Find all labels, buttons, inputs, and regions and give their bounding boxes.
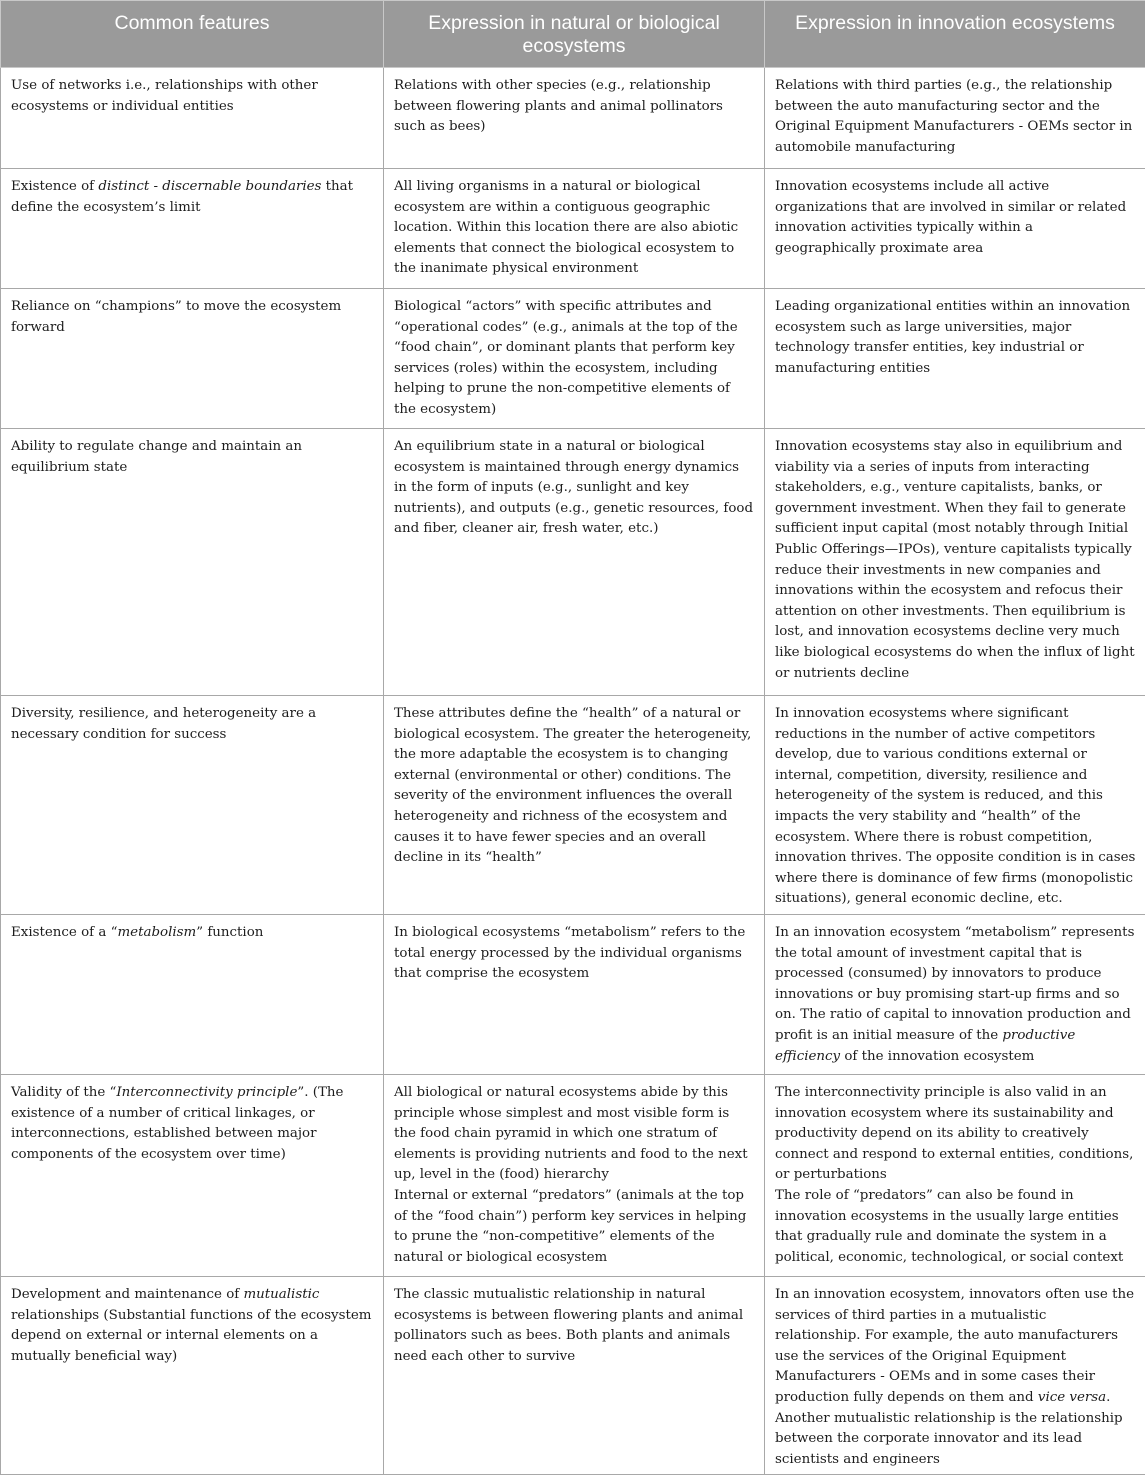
cell-text: . Another mutualistic relationship is the relationship between the corporate innovator and its lead scientists and engineers bbox=[775, 1390, 1123, 1467]
cell-innovation-expression bbox=[765, 68, 1145, 169]
cell-text: In biological ecosystems “metabolism” refers to the total energy processed by the individual organisms that comprise the ecosystem bbox=[394, 925, 745, 981]
cell-text: Existence of bbox=[11, 179, 98, 194]
table-row bbox=[1, 914, 1145, 1074]
cell-text: Innovation ecosystems stay also in equilibrium and viability via a series of inputs from interacting stakeholders, e.g., venture capitalists, banks, or government investment. When they fail to generate sufficient input capital (most notably through Initial Public Offerings—IPOs), venture capitalists typically reduce their investments in new companies and innovations within the ecosystem and refocus their attention on other investments. Then equilibrium is lost, and innovation ecosystems decline very much like biological ecosystems do when the influx of light or nutrients decline bbox=[775, 439, 1135, 681]
cell-natural-expression bbox=[384, 289, 765, 429]
cell-text: Development and maintenance of bbox=[11, 1287, 243, 1302]
header-innovation-ecosystems: Expression in innovation ecosystems bbox=[765, 1, 1145, 68]
header-common-features: Common features bbox=[1, 1, 384, 68]
cell-text: Internal or external “predators” (animals at the top of the “food chain”) perform key services in helping to prune the “non-competitive” elements of the natural or biological ecosystem bbox=[394, 1188, 746, 1265]
cell-text: of the innovation ecosystem bbox=[840, 1049, 1034, 1064]
cell-text: Relations with other species (e.g., relationship between flowering plants and animal pollinators such as bees) bbox=[394, 78, 723, 134]
cell-text: Use of networks i.e., relationships with other ecosystems or individual entities bbox=[11, 78, 318, 114]
table-row bbox=[1, 289, 1145, 429]
cell-innovation-expression bbox=[765, 1276, 1145, 1474]
cell-natural-expression bbox=[384, 696, 765, 915]
italic-text: metabolism bbox=[117, 925, 196, 940]
cell-text: The classic mutualistic relationship in natural ecosystems is between flowering plants and animal pollinators such as bees. Both plants and animals need each other to survive bbox=[394, 1287, 743, 1364]
cell-natural-expression bbox=[384, 1074, 765, 1276]
cell-text: that define the ecosystem’s limit bbox=[11, 179, 353, 215]
header-natural-ecosystems: Expression in natural or biological ecosystems bbox=[384, 1, 765, 68]
cell-text: ”. (The existence of a number of critical linkages, or interconnections, established between major components of the ecosystem over time) bbox=[11, 1085, 343, 1162]
table-row bbox=[1, 1074, 1145, 1276]
cell-innovation-expression bbox=[765, 169, 1145, 289]
cell-text: ” function bbox=[196, 925, 263, 940]
table-row bbox=[1, 696, 1145, 915]
italic-text: productive efficiency bbox=[775, 1028, 1075, 1064]
cell-natural-expression bbox=[384, 169, 765, 289]
cell-text: Ability to regulate change and maintain an equilibrium state bbox=[11, 439, 302, 475]
table-row bbox=[1, 68, 1145, 169]
cell-text: In innovation ecosystems where significant reductions in the number of active competitors develop, due to various conditions external or internal, competition, diversity, resilience and heterogeneity of the system is reduced, and this impacts the very stability and “health” of the ecosystem. Where there is robust competition, innovation thrives. The opposite condition is in cases where there is dominance of few firms (monopolistic situations), general economic decline, etc. bbox=[775, 706, 1135, 906]
cell-common-feature bbox=[1, 68, 384, 169]
cell-text: Biological “actors” with specific attributes and “operational codes” (e.g., animals at the top of the “food chain”, or dominant plants that perform key services (roles) within the ecosystem, including helping to prune the non-competitive elements of the ecosystem) bbox=[394, 299, 738, 417]
cell-text: Diversity, resilience, and heterogeneity are a necessary condition for success bbox=[11, 706, 316, 742]
cell-common-feature bbox=[1, 696, 384, 915]
cell-common-feature bbox=[1, 1074, 384, 1276]
cell-common-feature bbox=[1, 169, 384, 289]
cell-natural-expression bbox=[384, 429, 765, 696]
italic-text: distinct - discernable boundaries bbox=[98, 179, 321, 194]
table-row bbox=[1, 169, 1145, 289]
cell-text: relationships (Substantial functions of the ecosystem depend on external or internal elements on a mutually beneficial way) bbox=[11, 1308, 372, 1364]
cell-text: All living organisms in a natural or biological ecosystem are within a contiguous geographic location. Within this location there are also abiotic elements that connect the biological ecosystem to the inanimate physical environment bbox=[394, 179, 738, 276]
cell-common-feature bbox=[1, 914, 384, 1074]
cell-text: Reliance on “champions” to move the ecosystem forward bbox=[11, 299, 341, 335]
cell-common-feature bbox=[1, 429, 384, 696]
header-row bbox=[1, 1, 1145, 68]
cell-text: The interconnectivity principle is also valid in an innovation ecosystem where its sustainability and productivity depend on its ability to creatively connect and respond to external entities, conditions, or perturbations bbox=[775, 1085, 1133, 1182]
table-body bbox=[1, 68, 1145, 1475]
italic-text: mutualistic bbox=[243, 1287, 319, 1302]
table-row bbox=[1, 1276, 1145, 1474]
cell-innovation-expression bbox=[765, 696, 1145, 915]
cell-innovation-expression bbox=[765, 289, 1145, 429]
italic-text: Interconnectivity principle bbox=[116, 1085, 297, 1100]
cell-text: All biological or natural ecosystems abide by this principle whose simplest and most visible form is the food chain pyramid in which one stratum of elements is providing nutrients and food to the next up, level in the (food) hierarchy bbox=[394, 1085, 748, 1182]
cell-text: Existence of a “ bbox=[11, 925, 117, 940]
cell-natural-expression bbox=[384, 914, 765, 1074]
cell-common-feature bbox=[1, 1276, 384, 1474]
table-row bbox=[1, 429, 1145, 696]
cell-text: Relations with third parties (e.g., the relationship between the auto manufacturing sector and the Original Equipment Manufacturers - OEMs sector in automobile manufacturing bbox=[775, 78, 1132, 155]
cell-natural-expression bbox=[384, 1276, 765, 1474]
cell-text: Validity of the “ bbox=[11, 1085, 116, 1100]
cell-natural-expression bbox=[384, 68, 765, 169]
cell-text: In an innovation ecosystem, innovators often use the services of third parties in a mutualistic relationship. For example, the auto manufacturers use the services of the Original Equipment Manufacturers - OEMs and in some cases their production fully depends on them and bbox=[775, 1287, 1134, 1405]
cell-text: Innovation ecosystems include all active organizations that are involved in similar or related innovation activities typically within a geographically proximate area bbox=[775, 179, 1126, 256]
cell-text: These attributes define the “health” of a natural or biological ecosystem. The greater the heterogeneity, the more adaptable the ecosystem is to changing external (environmental or other) conditions. The severity of the environment influences the overall heterogeneity and richness of the ecosystem and causes it to have fewer species and an overall decline in its “health” bbox=[394, 706, 751, 865]
cell-text: Leading organizational entities within an innovation ecosystem such as large universities, major technology transfer entities, key industrial or manufacturing entities bbox=[775, 299, 1130, 376]
cell-text: The role of “predators” can also be found in innovation ecosystems in the usually large entities that gradually rule and dominate the system in a political, economic, technological, or social context bbox=[775, 1188, 1123, 1265]
cell-common-feature bbox=[1, 289, 384, 429]
cell-text: An equilibrium state in a natural or biological ecosystem is maintained through energy dynamics in the form of inputs (e.g., sunlight and key nutrients), and outputs (e.g., genetic resources, food and fiber, cleaner air, fresh water, etc.) bbox=[394, 439, 753, 536]
cell-innovation-expression bbox=[765, 914, 1145, 1074]
cell-innovation-expression bbox=[765, 1074, 1145, 1276]
cell-innovation-expression bbox=[765, 429, 1145, 696]
italic-text: vice versa bbox=[1038, 1390, 1106, 1405]
cell-text: In an innovation ecosystem “metabolism” represents the total amount of investment capital that is processed (consumed) by innovators to produce innovations or buy promising start-up firms and so on. The ratio of capital to innovation production and profit is an initial measure of the bbox=[775, 925, 1134, 1043]
